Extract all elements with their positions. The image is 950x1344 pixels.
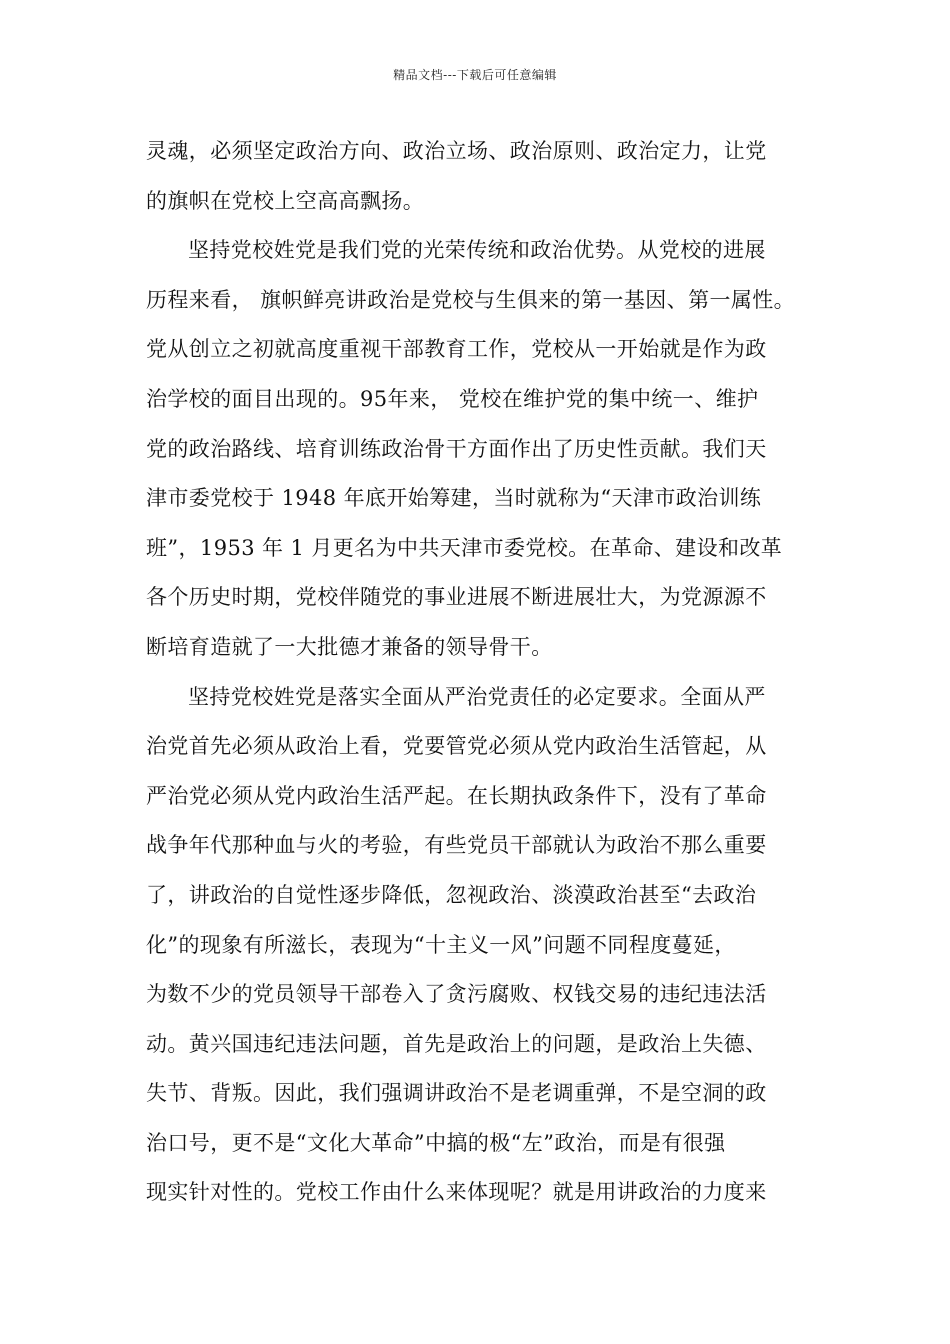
text-line: 战争年代那种血与火的考验，有些党员干部就认为政治不那么重要 (146, 833, 767, 858)
text-line: 党的政治路线、培育训练政治骨干方面作出了历史性贡献。我们天 (146, 436, 767, 461)
paragraph-start-line: 坚持党校姓党是我们党的光荣传统和政治优势。从党校的进展 (188, 238, 766, 263)
text-line: 化”的现象有所滋长，表现为“十主义一风”问题不同程度蔓延， (146, 932, 736, 957)
text-line: 为数不少的党员领导干部卷入了贪污腐败、权钱交易的违纪违法活 (146, 982, 767, 1007)
text-line: 灵魂，必须坚定政治方向、政治立场、政治原则、政治定力，让党 (146, 139, 767, 163)
text-line: 失节、背叛。因此，我们强调讲政治不是老调重弹，不是空洞的政 (146, 1081, 767, 1106)
text-line: 严治党必须从党内政治生活严起。在长期执政条件下，没有了革命 (146, 783, 767, 808)
text-line: 治学校的面目出现的。95年来， 党校在维护党的集中统一、维护 (146, 386, 759, 411)
text-line: 班”，1953 年 1 月更名为中共天津市委党校。在革命、建设和改革 (146, 535, 783, 560)
text-line: 现实针对性的。党校工作由什么来体现呢？就是用讲政治的力度来 (146, 1180, 767, 1205)
text-line: 历程来看， 旗帜鲜亮讲政治是党校与生俱来的第一基因、第一属性。 (146, 287, 796, 312)
page-header: 精品文档---下载后可任意编辑 (393, 68, 557, 82)
text-line: 党从创立之初就高度重视干部教育工作，党校从一开始就是作为政 (146, 337, 767, 362)
text-line: 治党首先必须从政治上看，党要管党必须从党内政治生活管起，从 (146, 734, 767, 759)
text-line: 的旗帜在党校上空高高飘扬。 (146, 188, 425, 213)
text-line: 津市委党校于 1948 年底开始筹建，当时就称为“天津市政治训练 (146, 486, 762, 511)
text-line: 治口号，更不是“文化大革命”中搞的极“左”政治，而是有很强 (146, 1130, 726, 1155)
text-line: 断培育造就了一大批德才兼备的领导骨干。 (146, 634, 553, 659)
paragraph-start-line: 坚持党校姓党是落实全面从严治党责任的必定要求。全面从严 (188, 684, 766, 709)
text-line: 了，讲政治的自觉性逐步降低，忽视政治、淡漠政治甚至“去政治 (146, 882, 757, 907)
text-line: 各个历史时期，党校伴随党的事业进展不断进展壮大，为党源源不 (146, 585, 767, 610)
text-line: 动。黄兴国违纪违法问题，首先是政治上的问题，是政治上失德、 (146, 1031, 767, 1056)
document-body (146, 127, 826, 1218)
